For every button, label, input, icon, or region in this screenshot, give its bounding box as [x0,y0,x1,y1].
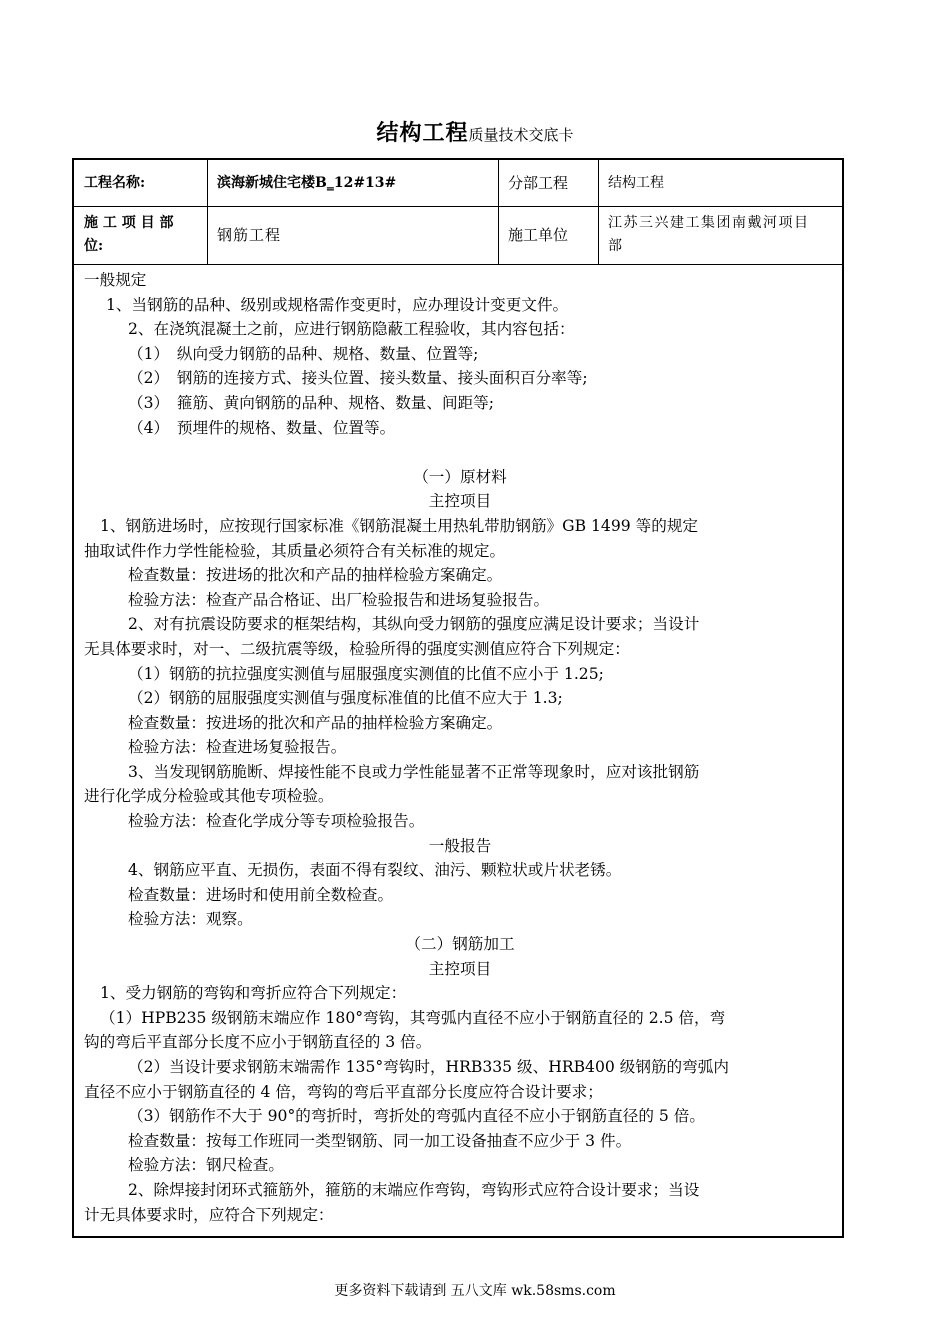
dept-label-line1: 施 工 项 目 部 [84,215,174,231]
paragraph-line: （2）当设计要求钢筋末端需作 135°弯钩时，HRB335 级、HRB400 级钢筋的弯弧内 [128,1058,729,1076]
blank-line [84,440,836,465]
disclosure-card-table [72,158,844,1238]
list-item: （4） 预埋件的规格、数量、位置等。 [128,418,396,437]
sub-heading: 主控项目 [428,492,492,511]
project-name-label: 工程名称: [84,175,146,191]
list-item: （3） 箍筋、黄向钢筋的品种、规格、数量、间距等; [128,393,495,412]
section-heading: （一）原材料 [413,467,507,486]
paragraph-line: 进行化学成分检验或其他专项检验。 [84,787,334,806]
unit-value-line1: 江苏三兴建工集团南戴河项目 [608,215,810,231]
section-heading: 一般规定 [84,271,147,289]
sub-project-value: 结构工程 [608,175,664,191]
list-item: （1） 纵向受力钢筋的品种、规格、数量、位置等; [128,344,479,363]
paragraph-line: 2、对有抗震设防要求的框架结构，其纵向受力钢筋的强度应满足设计要求；当设计 [128,615,700,634]
paragraph-line: 2、在浇筑混凝土之前，应进行钢筋隐蔽工程验收，其内容包括： [128,320,575,339]
col-divider [498,160,499,264]
paragraph-line: 检查数量：按进场的批次和产品的抽样检验方案确定。 [128,713,503,732]
title-sub: 质量技术交底卡 [468,126,574,144]
col-divider [207,160,208,264]
paragraph-line: 检查数量：按进场的批次和产品的抽样检验方案确定。 [128,566,503,585]
paragraph-line: 1、钢筋进场时，应按现行国家标准《钢筋混凝土用热轧带肋钢筋》GB 1499 等的规定 [100,516,699,535]
paragraph-line: 4、钢筋应平直、无损伤，表面不得有裂纹、油污、颗粒状或片状老锈。 [128,861,622,880]
paragraph-line: 3、当发现钢筋脆断、焊接性能不良或力学性能显著不正常等现象时，应对该批钢筋 [128,762,700,781]
paragraph-line: 检验方法：检查产品合格证、出厂检验报告和进场复验报告。 [128,590,550,609]
paragraph-line: 检查数量：进场时和使用前全数检查。 [128,885,394,904]
project-name-value: 滨海新城住宅楼B‗12#13# [217,175,397,191]
sub-project-label: 分部工程 [508,174,569,192]
col-divider [598,160,599,264]
paragraph-line: （1）HPB235 级钢筋末端应作 180°弯钩，其弯弧内直径不应小于钢筋直径的 2.5 倍，弯 [100,1008,726,1027]
footer-watermark-text: 更多资料下载请到 五八文库 wk.58sms.com [334,1283,616,1299]
sub-heading: 一般报告 [428,836,492,855]
paragraph-line: 钩的弯后平直部分长度不应小于钢筋直径的 3 倍。 [84,1033,432,1052]
paragraph-line: 计无具体要求时，应符合下列规定： [84,1205,334,1224]
row-divider [74,264,842,265]
unit-label: 施工单位 [508,226,569,244]
paragraph-line: 无具体要求时，对一、二级抗震等级，检验所得的强度实测值应符合下列规定： [84,639,630,658]
paragraph-line: 2、除焊接封闭环式箍筋外，箍筋的末端应作弯钩，弯钩形式应符合设计要求；当设 [128,1180,700,1199]
paragraph-line: 检验方法：观察。 [128,910,253,929]
paragraph-line: 抽取试件作力学性能检验，其质量必须符合有关标准的规定。 [84,541,506,560]
paragraph-line: 直径不应小于钢筋直径的 4 倍，弯钩的弯后平直部分长度应符合设计要求； [84,1082,603,1101]
unit-value-line2: 部 [608,238,622,254]
paragraph-line: 检查数量：按每工作班同一类型钢筋、同一加工设备抽查不应少于 3 件。 [128,1131,632,1150]
paragraph-line: 检验方法：检查进场复验报告。 [128,738,347,757]
row-divider [74,206,842,207]
disclosure-content [84,268,836,1227]
dept-value: 钢筋工程 [217,226,282,244]
list-item: （2）钢筋的屈服强度实测值与强度标准值的比值不应大于 1.3; [128,689,563,708]
paragraph-line: 检验方法：钢尺检查。 [128,1156,284,1175]
title-main: 结构工程 [376,120,469,146]
list-item: （1）钢筋的抗拉强度实测值与屈服强度实测值的比值不应小于 1.25; [128,664,604,683]
list-item: （2） 钢筋的连接方式、接头位置、接头数量、接头面积百分率等; [128,369,588,388]
paragraph-line: （3）钢筋作不大于 90°的弯折时，弯折处的弯弧内直径不应小于钢筋直径的 5 倍。 [128,1107,705,1126]
dept-label-line2: 位: [84,238,104,254]
paragraph-line: 1、受力钢筋的弯钩和弯折应符合下列规定： [100,984,407,1003]
sub-heading: 主控项目 [428,959,492,978]
paragraph-line: 1、当钢筋的品种、级别或规格需作变更时，应办理设计变更文件。 [106,295,569,314]
document-title [0,116,950,147]
section-heading: （二）钢筋加工 [405,935,515,954]
paragraph-line: 检验方法：检查化学成分等专项检验报告。 [128,812,425,831]
